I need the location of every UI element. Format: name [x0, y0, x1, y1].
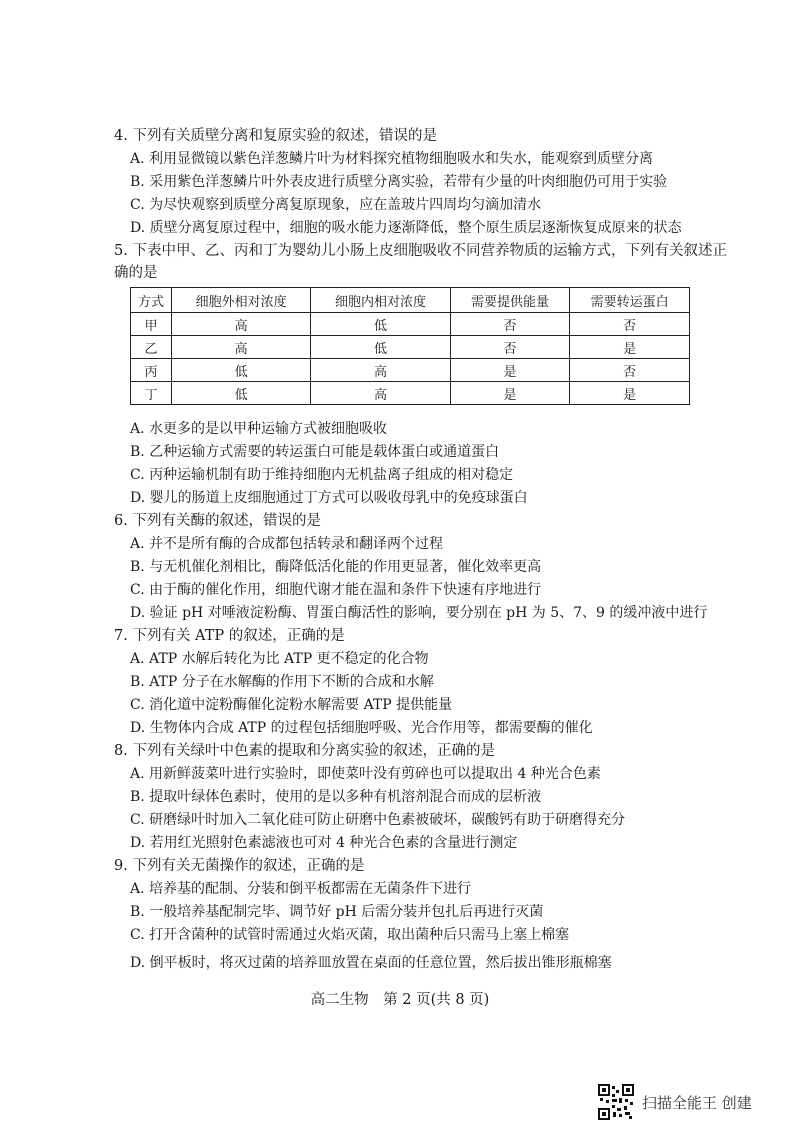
- table-row: [131, 336, 690, 359]
- question-4-stem: 4. 下列有关质壁分离和复原实验的叙述，错误的是: [114, 128, 437, 144]
- table-cell: 低: [171, 359, 310, 382]
- table-header: 细胞外相对浓度: [171, 288, 310, 313]
- table-cell: 甲: [131, 313, 172, 336]
- table-header: 需要转运蛋白: [570, 288, 690, 313]
- table-cell: 是: [450, 382, 570, 405]
- table-cell: 低: [311, 336, 450, 359]
- table-cell: 是: [570, 336, 690, 359]
- question-8-option-a: A. 用新鲜菠菜叶进行实验时，即使菜叶没有剪碎也可以提取出 4 种光合色素: [130, 766, 601, 782]
- table-row: [131, 359, 690, 382]
- table-header: 细胞内相对浓度: [311, 288, 450, 313]
- question-5-stem-line2: 确的是: [114, 265, 158, 281]
- question-4-option-d: D. 质壁分离复原过程中，细胞的吸水能力逐渐降低，整个原生质层逐渐恢复成原来的状态: [130, 220, 682, 236]
- question-9-option-b: B. 一般培养基配制完毕、调节好 pH 后需分装并包扎后再进行灭菌: [130, 904, 544, 920]
- question-8-stem: 8. 下列有关绿叶中色素的提取和分离实验的叙述，正确的是: [114, 743, 495, 759]
- question-6-stem: 6. 下列有关酶的叙述，错误的是: [114, 513, 321, 529]
- question-7-option-b: B. ATP 分子在水解酶的作用下不断的合成和水解: [130, 674, 434, 690]
- qr-code-icon: [598, 1084, 634, 1120]
- watermark-text: 扫描全能王 创建: [642, 1093, 752, 1112]
- question-6-option-a: A. 并不是所有酶的合成都包括转录和翻译两个过程: [130, 536, 444, 552]
- table-header: 方式: [131, 288, 172, 313]
- question-6-option-b: B. 与无机催化剂相比，酶降低活化能的作用更显著，催化效率更高: [130, 559, 542, 575]
- question-6-option-d: D. 验证 pH 对唾液淀粉酶、胃蛋白酶活性的影响，要分别在 pH 为 5、7、9 的缓冲液中进行: [130, 605, 708, 621]
- page-footer: 高二生物 第 2 页(共 8 页): [310, 992, 490, 1008]
- table-cell: 高: [311, 359, 450, 382]
- table-cell: 丙: [131, 359, 172, 382]
- question-5-option-b: B. 乙种运输方式需要的转运蛋白可能是载体蛋白或通道蛋白: [130, 444, 500, 460]
- question-7-stem: 7. 下列有关 ATP 的叙述，正确的是: [114, 628, 345, 644]
- question-8-option-b: B. 提取叶绿体色素时，使用的是以多种有机溶剂混合而成的层析液: [130, 789, 542, 805]
- table-header: 需要提供能量: [450, 288, 570, 313]
- question-5-option-d: D. 婴儿的肠道上皮细胞通过丁方式可以吸收母乳中的免疫球蛋白: [130, 490, 528, 506]
- table-cell: 丁: [131, 382, 172, 405]
- question-5-option-a: A. 水更多的是以甲种运输方式被细胞吸收: [130, 421, 388, 437]
- scanner-watermark: [598, 1084, 752, 1120]
- question-8-option-c: C. 研磨绿叶时加入二氧化硅可防止研磨中色素被破坏，碳酸钙有助于研磨得充分: [130, 812, 626, 828]
- question-7-option-d: D. 生物体内合成 ATP 的过程包括细胞呼吸、光合作用等，都需要酶的催化: [130, 720, 593, 736]
- table-cell: 是: [570, 382, 690, 405]
- question-8-option-d: D. 若用红光照射色素滤液也可对 4 种光合色素的含量进行测定: [130, 835, 518, 851]
- table-cell: 否: [450, 336, 570, 359]
- table-cell: 乙: [131, 336, 172, 359]
- table-cell: 否: [450, 313, 570, 336]
- question-9-option-d: D. 倒平板时，将灭过菌的培养皿放置在桌面的任意位置，然后拔出锥形瓶棉塞: [130, 955, 612, 971]
- table-cell: 高: [171, 313, 310, 336]
- table-cell: 否: [570, 359, 690, 382]
- question-4-option-a: A. 利用显微镜以紫色洋葱鳞片叶为材料探究植物细胞吸水和失水，能观察到质壁分离: [130, 151, 654, 167]
- table-cell: 否: [570, 313, 690, 336]
- question-5-option-c: C. 丙种运输机制有助于维持细胞内无机盐离子组成的相对稳定: [130, 467, 514, 483]
- question-4-option-c: C. 为尽快观察到质壁分离复原现象，应在盖玻片四周均匀滴加清水: [130, 197, 542, 213]
- question-7-option-c: C. 消化道中淀粉酶催化淀粉水解需要 ATP 提供能量: [130, 697, 453, 713]
- question-7-option-a: A. ATP 水解后转化为比 ATP 更不稳定的化合物: [130, 651, 429, 667]
- question-9-option-a: A. 培养基的配制、分装和倒平板都需在无菌条件下进行: [130, 881, 472, 897]
- table-cell: 高: [311, 382, 450, 405]
- transport-table: [130, 287, 690, 405]
- question-9-option-c: C. 打开含菌种的试管时需通过火焰灭菌，取出菌种后只需马上塞上棉塞: [130, 927, 570, 943]
- question-4-option-b: B. 采用紫色洋葱鳞片叶外表皮进行质壁分离实验，若带有少量的叶肉细胞仍可用于实验: [130, 174, 668, 190]
- table-cell: 低: [311, 313, 450, 336]
- table-row: [131, 313, 690, 336]
- table-header-row: [131, 288, 690, 313]
- table-cell: 低: [171, 382, 310, 405]
- table-cell: 是: [450, 359, 570, 382]
- table-row: [131, 382, 690, 405]
- question-9-stem: 9. 下列有关无菌操作的叙述，正确的是: [114, 858, 365, 874]
- table-cell: 高: [171, 336, 310, 359]
- question-5-stem-line1: 5. 下表中甲、乙、丙和丁为婴幼儿小肠上皮细胞吸收不同营养物质的运输方式，下列有关叙述正: [114, 243, 727, 259]
- question-6-option-c: C. 由于酶的催化作用，细胞代谢才能在温和条件下快速有序地进行: [130, 582, 542, 598]
